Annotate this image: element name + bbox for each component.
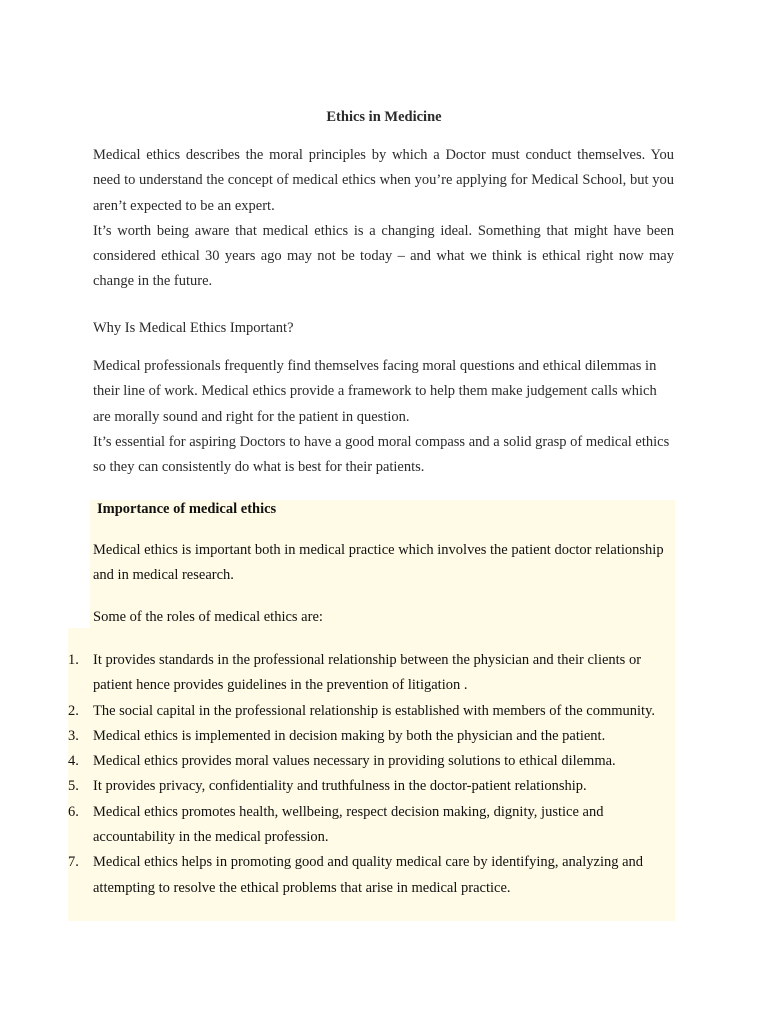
- list-item: [68, 800, 674, 851]
- why-section: [93, 354, 674, 480]
- list-item: [68, 648, 674, 699]
- why-paragraph-2: It’s essential for aspiring Doctors to have a good moral compass and a solid grasp of medical ethics so they can consistently do what is best for their patients.: [93, 433, 670, 476]
- importance-paragraph: Medical ethics is important both in medical practice which involves the patient doctor relationship and in medical research.: [93, 542, 664, 584]
- list-item: [68, 699, 674, 724]
- list-item-number: 4.: [68, 753, 79, 770]
- list-item-number: 3.: [68, 727, 79, 744]
- list-item: [68, 850, 674, 901]
- intro-section: [93, 143, 674, 295]
- list-item-text: Medical ethics provides moral values necessary in providing solutions to ethical dilemma.: [93, 753, 616, 770]
- document-title: Ethics in Medicine: [326, 109, 442, 125]
- why-paragraph-1: Medical professionals frequently find themselves facing moral questions and ethical dilemmas in their line of work. Medical ethics provide a framework to help them make judgement calls which are morally sound and right for the patient in question.: [93, 358, 657, 425]
- roles-list: [68, 648, 674, 901]
- list-item-number: 5.: [68, 778, 79, 795]
- list-item-text: It provides standards in the professional relationship between the physician and their clients or patient hence provides guidelines in the prevention of litigation .: [93, 652, 642, 694]
- list-item-text: It provides privacy, confidentiality and truthfulness in the doctor-patient relationship.: [93, 778, 587, 795]
- list-item-text: Medical ethics is implemented in decision making by both the physician and the patient.: [93, 727, 606, 744]
- list-item-number: 6.: [68, 803, 79, 820]
- list-item-number: 2.: [68, 702, 79, 719]
- list-item-number: 7.: [68, 854, 79, 871]
- list-item-text: The social capital in the professional relationship is established with members of the community.: [93, 702, 656, 719]
- list-item: [68, 774, 674, 799]
- intro-paragraph-1: Medical ethics describes the moral principles by which a Doctor must conduct themselves. You need to understand the concept of medical ethics when you’re applying for Medical School, but you aren’t expected to be an expert.: [93, 147, 674, 214]
- list-item: [68, 749, 674, 774]
- importance-heading: Importance of medical ethics: [97, 501, 277, 517]
- roles-intro: Some of the roles of medical ethics are:: [93, 609, 323, 625]
- list-item-number: 1.: [68, 652, 79, 668]
- why-heading: Why Is Medical Ethics Important?: [93, 320, 294, 336]
- list-item-text: Medical ethics promotes health, wellbeing, respect decision making, dignity, justice and accountability in the medical profession.: [93, 803, 604, 846]
- intro-paragraph-2: It’s worth being aware that medical ethics is a changing ideal. Something that might have been considered ethical 30 years ago may not be today – and what we think is ethical right now may change in the future.: [93, 222, 674, 290]
- list-item-text: Medical ethics helps in promoting good and quality medical care by identifying, analyzing and attempting to resolve the ethical problems that arise in medical practice.: [93, 854, 644, 896]
- list-item: [68, 724, 674, 749]
